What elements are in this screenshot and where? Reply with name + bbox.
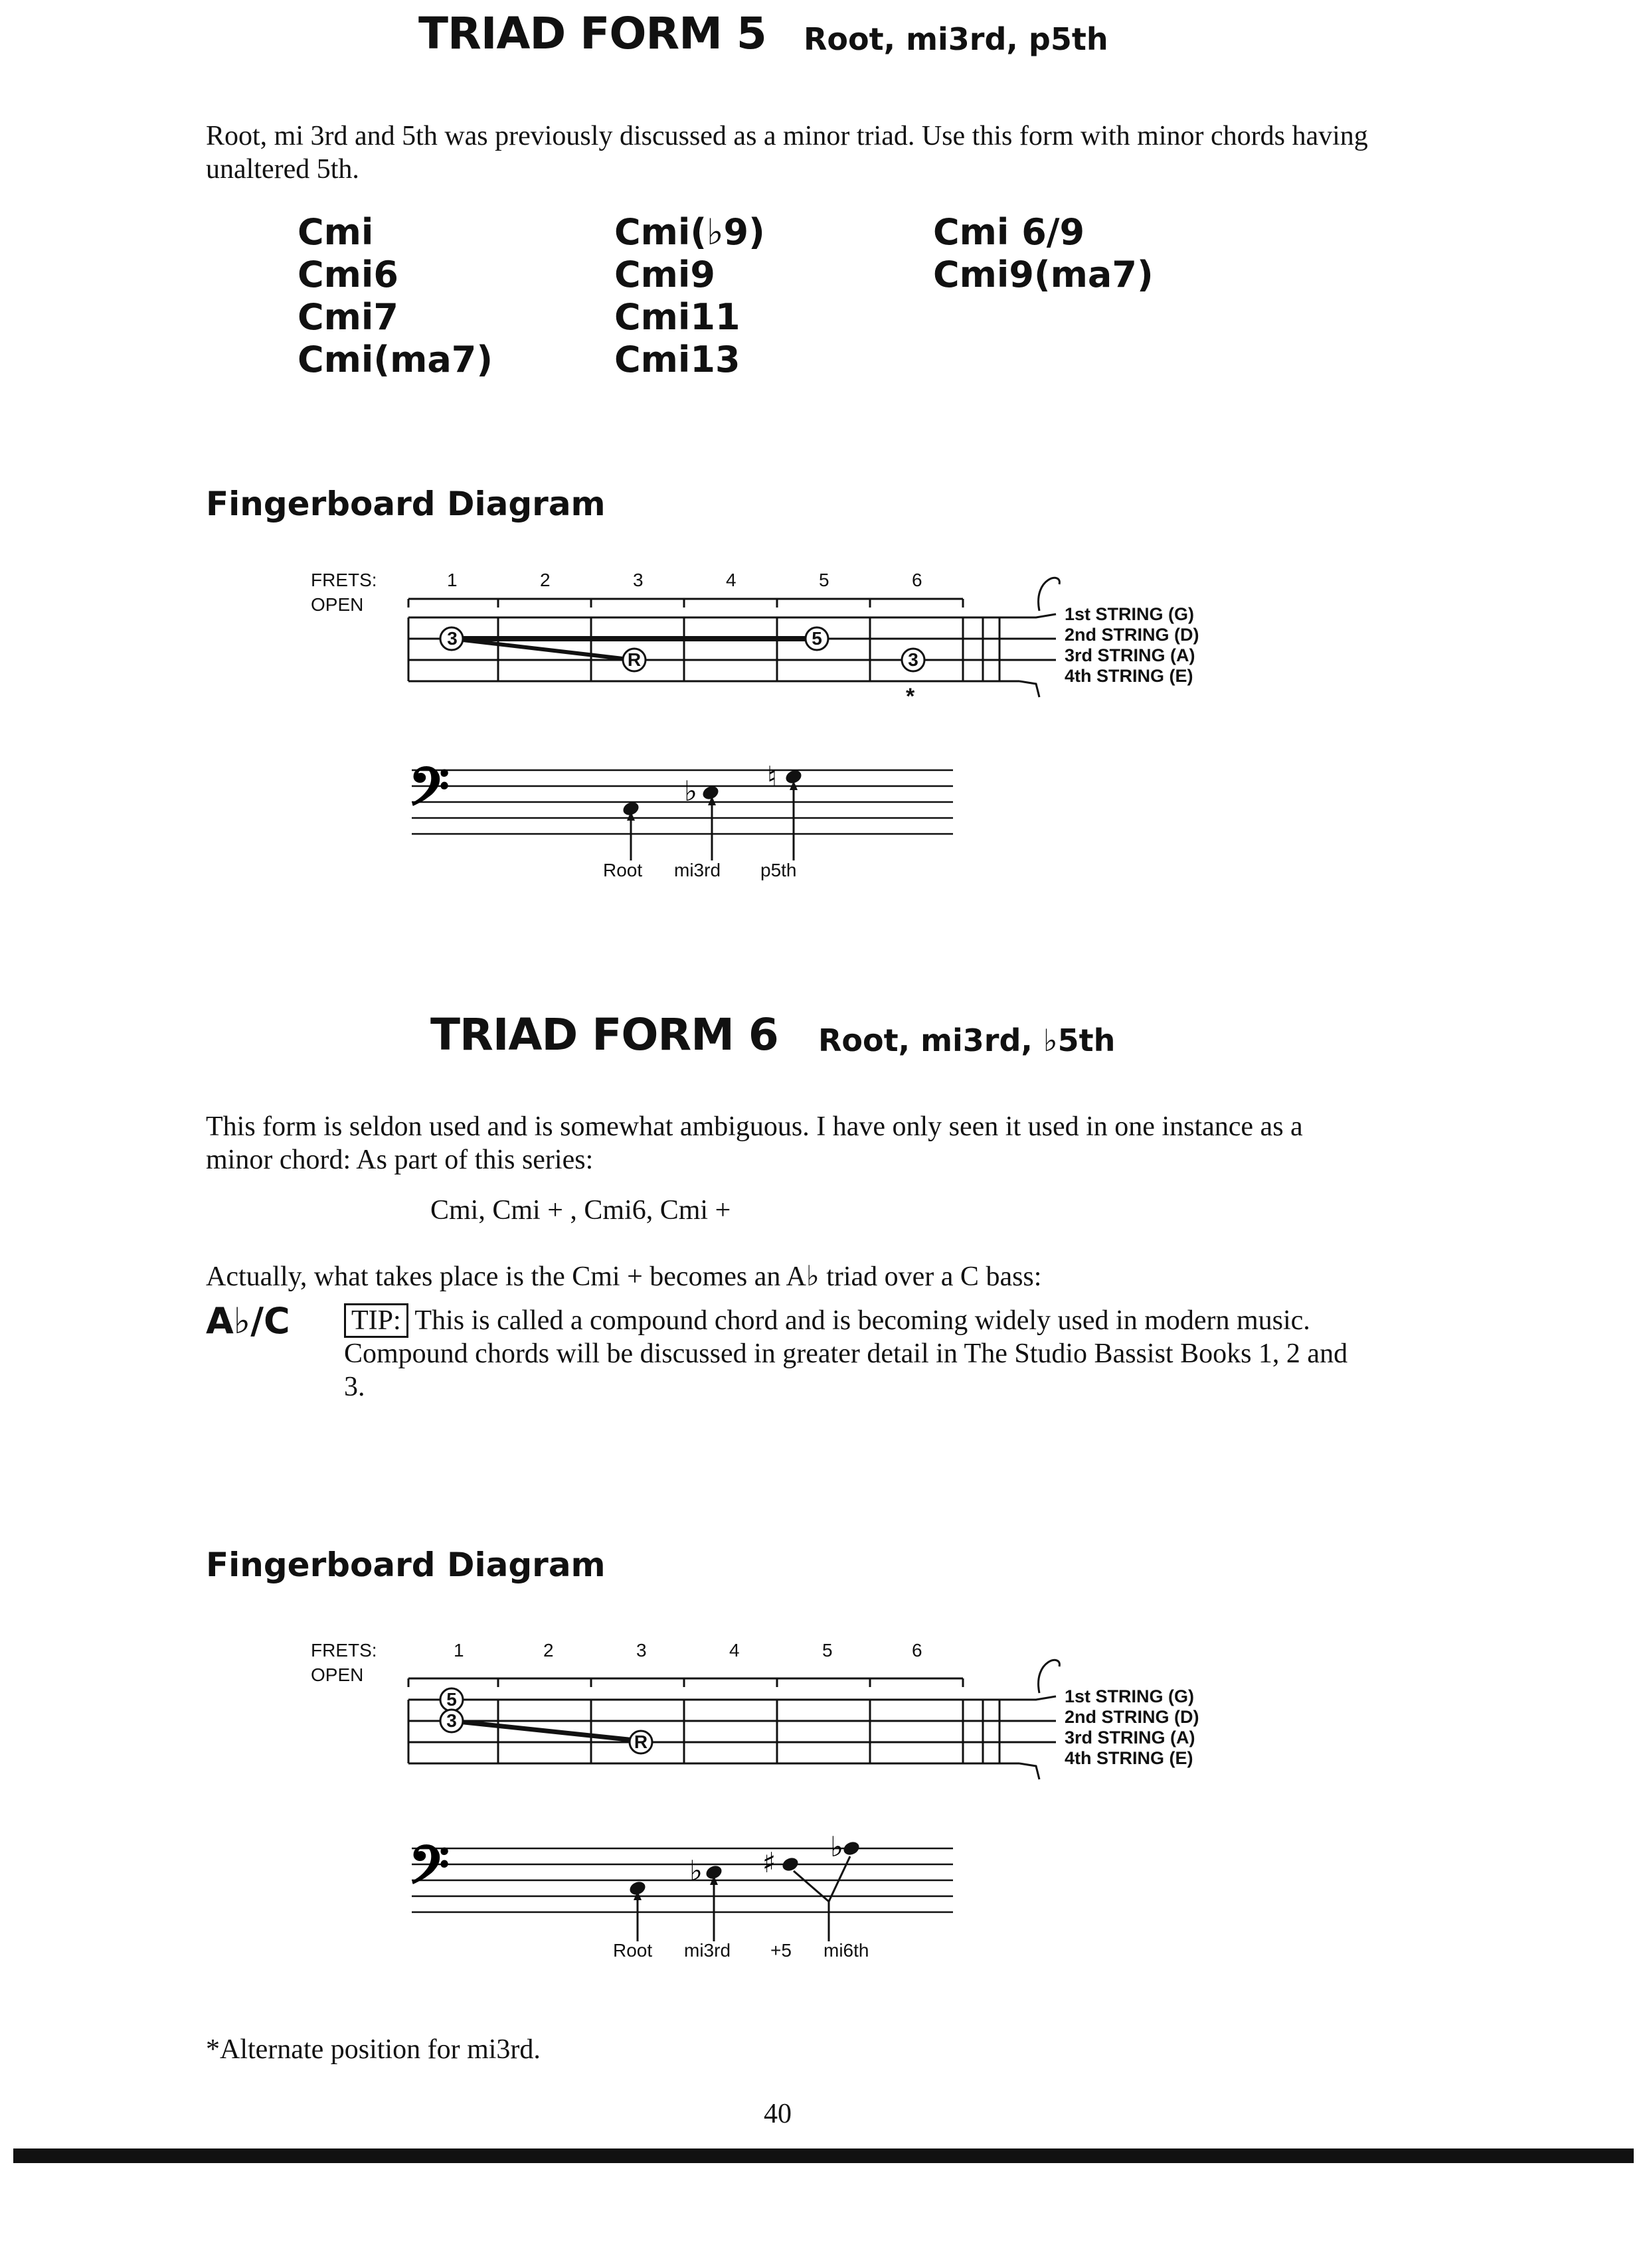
triad6-title: TRIAD FORM 6 [430, 1009, 778, 1060]
bass-clef-icon: 𝄢 [408, 1834, 450, 1909]
alternate-position-asterisk: * [906, 684, 915, 709]
chord-name: Cmi(ma7) [298, 339, 493, 380]
chord-name: Cmi7 [298, 296, 398, 338]
chord-series: Cmi, Cmi + , Cmi6, Cmi + [430, 1195, 731, 1226]
fret-marker-label: 3 [447, 628, 458, 649]
triad5-title: TRIAD FORM 5 [418, 8, 766, 59]
fret-number: 1 [447, 570, 458, 590]
fret-marker-label: 3 [908, 649, 918, 670]
fret-marker-label: 5 [812, 628, 822, 649]
fret-number: 1 [454, 1640, 464, 1660]
note-label: +5 [770, 1940, 792, 1961]
fret-number: 4 [729, 1640, 740, 1660]
triad5-description: Root, mi 3rd and 5th was previously discussed as a minor triad. Use this form with minor chords having unaltered 5th. [206, 121, 1368, 185]
note-head [780, 1856, 800, 1873]
open-label: OPEN [311, 1664, 364, 1685]
string-label: 1st STRING (G) [1065, 1686, 1195, 1706]
fret-number: 5 [819, 570, 829, 590]
string-label: 4th STRING (E) [1065, 1748, 1193, 1768]
chord-name: Cmi13 [614, 339, 740, 380]
fret-number: 3 [633, 570, 644, 590]
sharp-icon: ♯ [762, 1846, 776, 1879]
triad6-actually: Actually, what takes place is the Cmi + becomes an A♭ triad over a C bass: [206, 1261, 1042, 1292]
open-label: OPEN [311, 594, 364, 615]
compound-chord-label: A♭/C [206, 1300, 290, 1342]
fret-number: 6 [912, 570, 922, 590]
note-label: p5th [760, 860, 797, 880]
triad5-diagram-title: Fingerboard Diagram [206, 485, 606, 523]
note-label: mi3rd [684, 1940, 731, 1961]
chord-name: Cmi9(ma7) [933, 254, 1154, 295]
string-label: 3rd STRING (A) [1065, 645, 1195, 665]
triad6-diagram-title: Fingerboard Diagram [206, 1546, 606, 1584]
note-label: Root [613, 1940, 653, 1961]
chord-name: Cmi 6/9 [933, 211, 1085, 253]
bass-clef-icon: 𝄢 [408, 756, 450, 831]
chord-name: Cmi6 [298, 254, 398, 295]
note-label: Root [603, 860, 643, 880]
fret-number: 3 [636, 1640, 647, 1660]
string-label: 1st STRING (G) [1065, 604, 1195, 624]
fret-marker-label: R [634, 1732, 648, 1752]
string-label: 3rd STRING (A) [1065, 1728, 1195, 1747]
fret-number: 4 [726, 570, 737, 590]
flat-icon: ♭ [689, 1854, 703, 1887]
string-label: 2nd STRING (D) [1065, 1707, 1199, 1727]
triad6-subtitle: Root, mi3rd, ♭5th [818, 1022, 1116, 1058]
note-label: mi3rd [674, 860, 721, 880]
flat-icon: ♭ [684, 775, 697, 807]
fret-marker-label: 5 [446, 1689, 457, 1710]
chord-name: Cmi [298, 211, 374, 253]
fret-number: 2 [543, 1640, 554, 1660]
fret-marker-label: R [627, 649, 642, 670]
flat-icon: ♭ [830, 1830, 843, 1863]
triad5-subtitle: Root, mi3rd, p5th [804, 21, 1108, 57]
frets-label: FRETS: [311, 570, 377, 590]
fret-number: 6 [912, 1640, 922, 1660]
tip-text: This is called a compound chord and is becoming widely used in modern music. Compound chords will be discussed in greater detail in The Studio Bassist Books 1, 2 and 3. [344, 1305, 1348, 1402]
tip-label: TIP: [344, 1303, 408, 1338]
note-head [841, 1840, 861, 1857]
fret-number: 2 [540, 570, 551, 590]
chord-name: Cmi11 [614, 296, 740, 338]
string-label: 2nd STRING (D) [1065, 625, 1199, 645]
note-label: mi6th [824, 1940, 869, 1961]
footer-rule [13, 2148, 1634, 2163]
string-label: 4th STRING (E) [1065, 666, 1193, 686]
fret-marker-label: 3 [446, 1710, 457, 1731]
footnote: *Alternate position for mi3rd. [206, 2034, 541, 2065]
natural-icon: ♮ [767, 760, 778, 793]
chord-name: Cmi9 [614, 254, 715, 295]
frets-label: FRETS: [311, 1640, 377, 1660]
triad6-description: This form is seldon used and is somewhat ambiguous. I have only seen it used in one instance as a minor chord: As part of this series: [206, 1111, 1303, 1175]
fret-number: 5 [822, 1640, 833, 1660]
page-number: 40 [764, 2099, 792, 2129]
chord-name: Cmi(♭9) [614, 211, 765, 253]
